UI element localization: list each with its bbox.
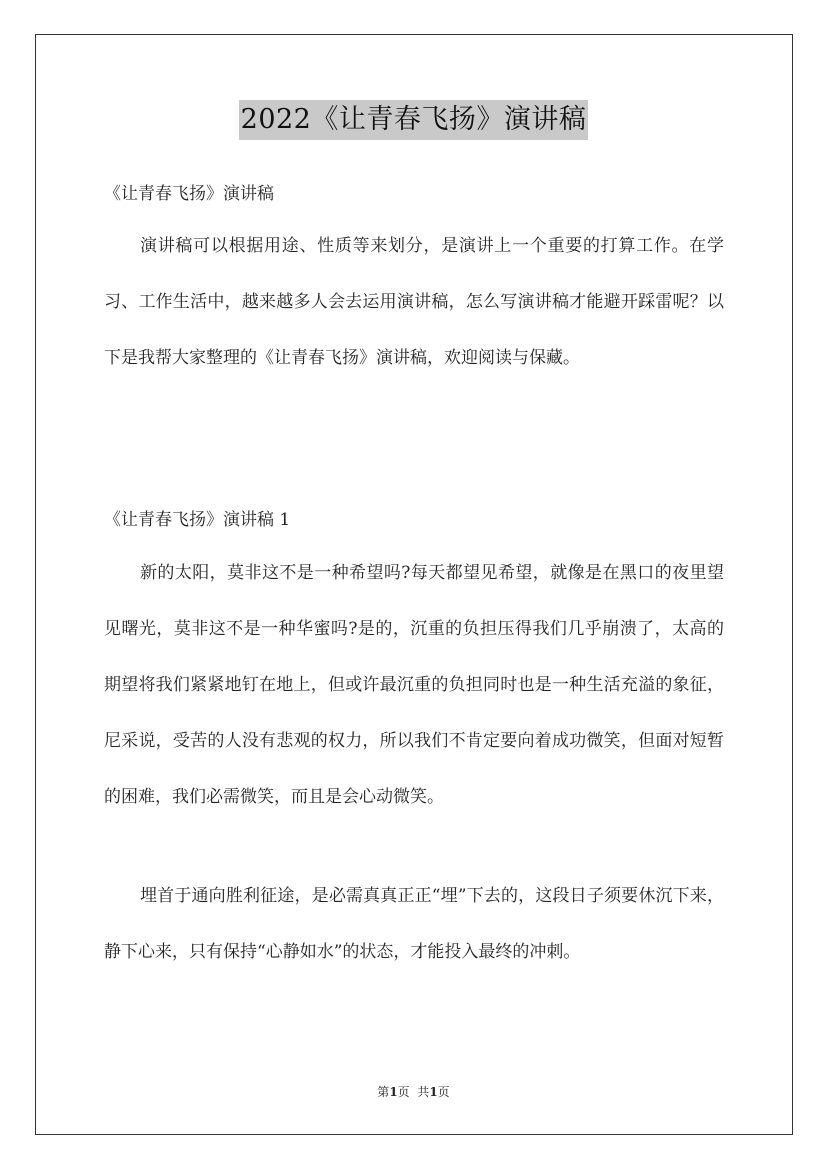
section-paragraph-2: 埋首于通向胜利征途，是必需真真正正“埋”下去的，这段日子须要休沉下来，静下心来，只有保持“心静如水”的状态，才能投入最终的冲刺。 xyxy=(104,886,724,962)
section-paragraph-1: 新的太阳，莫非这不是一种希望吗?每天都望见希望，就像是在黑口的夜里望见曙光，莫非这不是一种华蜜吗?是的，沉重的负担压得我们几乎崩溃了，太高的期望将我们紧紧地钉在地上，但或许最沉重的负担同时也是一种生活充溢的象征，尼采说，受苦的人没有悲观的权力，所以我们不肯定要向着成功微笑，但面对短暂的困难，我们必需微笑，而且是会心动微笑。 xyxy=(104,563,724,807)
intro-heading: 《让青春飞扬》演讲稿 xyxy=(104,184,274,204)
footer-page-mid: 页 共 xyxy=(397,1085,430,1099)
intro-paragraph: 演讲稿可以根据用途、性质等来划分，是演讲上一个重要的打算工作。在学习、工作生活中，越来越多人会去运用演讲稿，怎么写演讲稿才能避开踩雷呢？以下是我帮大家整理的《让青春飞扬》演讲稿，欢迎阅读与保藏。 xyxy=(104,236,724,368)
footer-page-total: 1 xyxy=(429,1085,438,1099)
footer-page-current: 1 xyxy=(389,1085,398,1099)
title-container xyxy=(0,100,827,140)
section-heading: 《让青春飞扬》演讲稿 1 xyxy=(104,510,291,530)
page-footer xyxy=(0,1084,827,1100)
footer-page-suffix: 页 xyxy=(437,1085,450,1099)
document-title: 2022《让青春飞扬》演讲稿 xyxy=(239,100,589,140)
footer-page-prefix: 第 xyxy=(377,1085,390,1099)
